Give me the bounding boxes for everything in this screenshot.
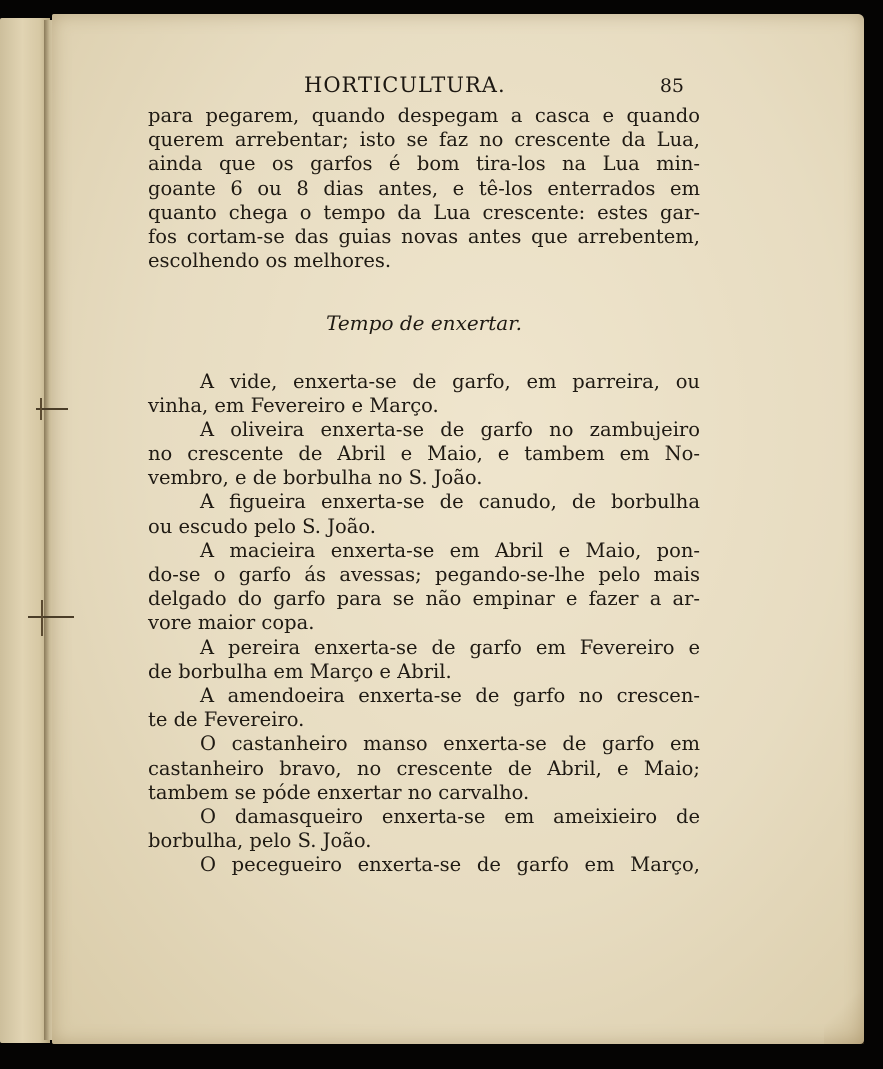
entry-line: ou escudo pelo S. João. — [148, 514, 376, 538]
entry-line: no crescente de Abril e Maio, e tambem em No- — [148, 442, 700, 466]
entry-line: borbulha, pelo S. João. — [148, 829, 372, 853]
facing-page-edge — [0, 18, 50, 1043]
binding-thread-bottom — [28, 616, 74, 618]
entry-line: A macieira enxerta-se em Abril e Maio, pon- — [200, 538, 700, 562]
body-line: goante 6 ou 8 dias antes, e tê-los enterrados em — [148, 176, 700, 200]
entry-line: A amendoeira enxerta-se de garfo no crescen- — [200, 683, 700, 707]
entry-line: castanheiro bravo, no crescente de Abril, e Maio; — [148, 756, 700, 780]
running-header — [148, 73, 700, 101]
entry-line: vinha, em Fevereiro e Março. — [148, 393, 439, 417]
binding-thread-bottom-vertical — [41, 600, 43, 636]
body-line: querem arrebentar; isto se faz no crescente da Lua, — [148, 128, 700, 152]
body-line: ainda que os garfos é bom tira-los na Lua min- — [148, 152, 700, 176]
binding-thread-top-vertical — [40, 398, 42, 420]
entry-line: tambem se póde enxertar no carvalho. — [148, 780, 530, 804]
section-heading: Tempo de enxertar. — [326, 311, 522, 336]
entry-line: de borbulha em Março e Abril. — [148, 659, 452, 683]
body-line: escolhendo os melhores. — [148, 249, 392, 273]
entry-line: A oliveira enxerta-se de garfo no zambujeiro — [200, 417, 700, 441]
body-line: para pegarem, quando despegam a casca e quando — [148, 104, 700, 127]
entry-line: vembro, e de borbulha no S. João. — [148, 466, 483, 490]
spacer — [148, 336, 700, 370]
entry-line: O castanheiro manso enxerta-se de garfo em — [200, 732, 700, 756]
spacer — [148, 273, 700, 311]
entry-line: O pecegueiro enxerta-se de garfo em Março, — [200, 853, 700, 877]
body-line: quanto chega o tempo da Lua crescente: estes gar- — [148, 200, 700, 224]
entry-line: A pereira enxerta-se de garfo em Fevereiro e — [200, 635, 700, 659]
entry-line: te de Fevereiro. — [148, 708, 305, 732]
entry-line: vore maior copa. — [148, 611, 315, 635]
body-line: fos cortam-se das guias novas antes que arrebentem, — [148, 224, 700, 248]
entry-line: delgado do garfo para se não empinar e fazer a ar- — [148, 587, 700, 611]
running-title: HORTICULTURA. — [304, 73, 506, 97]
entry-line: A vide, enxerta-se de garfo, em parreira, ou — [200, 369, 700, 393]
page-number: 85 — [659, 75, 684, 97]
entry-line: A figueira enxerta-se de canudo, de borbulha — [200, 490, 700, 514]
entry-line: O damasqueiro enxerta-se em ameixieiro de — [200, 804, 700, 828]
entry-line: do-se o garfo ás avessas; pegando-se-lhe pelo mais — [148, 563, 700, 586]
page-body — [148, 104, 700, 877]
